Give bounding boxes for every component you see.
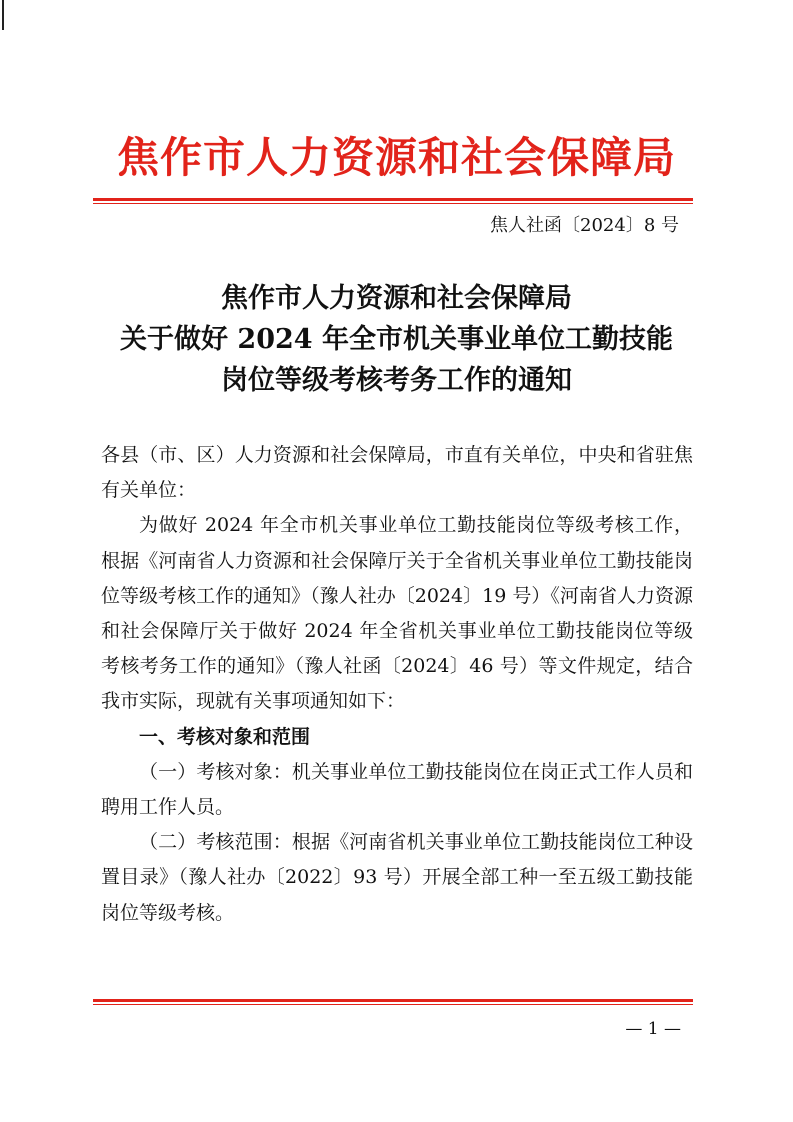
masthead-red-rule (93, 198, 693, 204)
item-2-paragraph: （二）考核范围：根据《河南省机关事业单位工勤技能岗位工种设置目录》（豫人社办〔2022〕93 号）开展全部工种一至五级工勤技能岗位等级考核。 (101, 831, 693, 924)
masthead-org-name: 焦作市人力资源和社会保障局 (116, 133, 676, 182)
section-1-heading: 一、考核对象和范围 (139, 725, 311, 748)
salutation: 各县（市、区）人力资源和社会保障局，市直有关单位，中央和省驻焦有关单位： (101, 444, 693, 502)
red-rule-thin (93, 203, 693, 204)
scan-edge-mark (2, 0, 4, 30)
page-number: — 1 — (625, 1019, 681, 1039)
footer-red-rule (93, 999, 693, 1005)
intro-paragraph: 为做好 2024 年全市机关事业单位工勤技能岗位等级考核工作，根据《河南省人力资源和社会保障厅关于全省机关事业单位工勤技能岗位等级考核工作的通知》（豫人社办〔2024〕19 号）《河南省人力资源和社会保障厅关于做好 2024 年全省机关事业单位工勤技能岗位等级考核考务工作的通知》（豫人社函〔2024〕46 号）等文件规定，结合我市实际，现就有关事项通知如下： (101, 514, 693, 713)
title-line-3: 岗位等级考核考务工作的通知 (221, 365, 572, 396)
title-line-1: 焦作市人力资源和社会保障局 (221, 283, 572, 314)
item-1-paragraph: （一）考核对象：机关事业单位工勤技能岗位在岗正式工作人员和聘用工作人员。 (101, 760, 693, 819)
document-body (101, 438, 693, 931)
document-title (0, 278, 793, 401)
footer-rule-thin (93, 1004, 693, 1005)
document-number: 焦人社函〔2024〕8 号 (490, 215, 679, 236)
title-line-2: 关于做好 2024 年全市机关事业单位工勤技能 (120, 324, 673, 355)
